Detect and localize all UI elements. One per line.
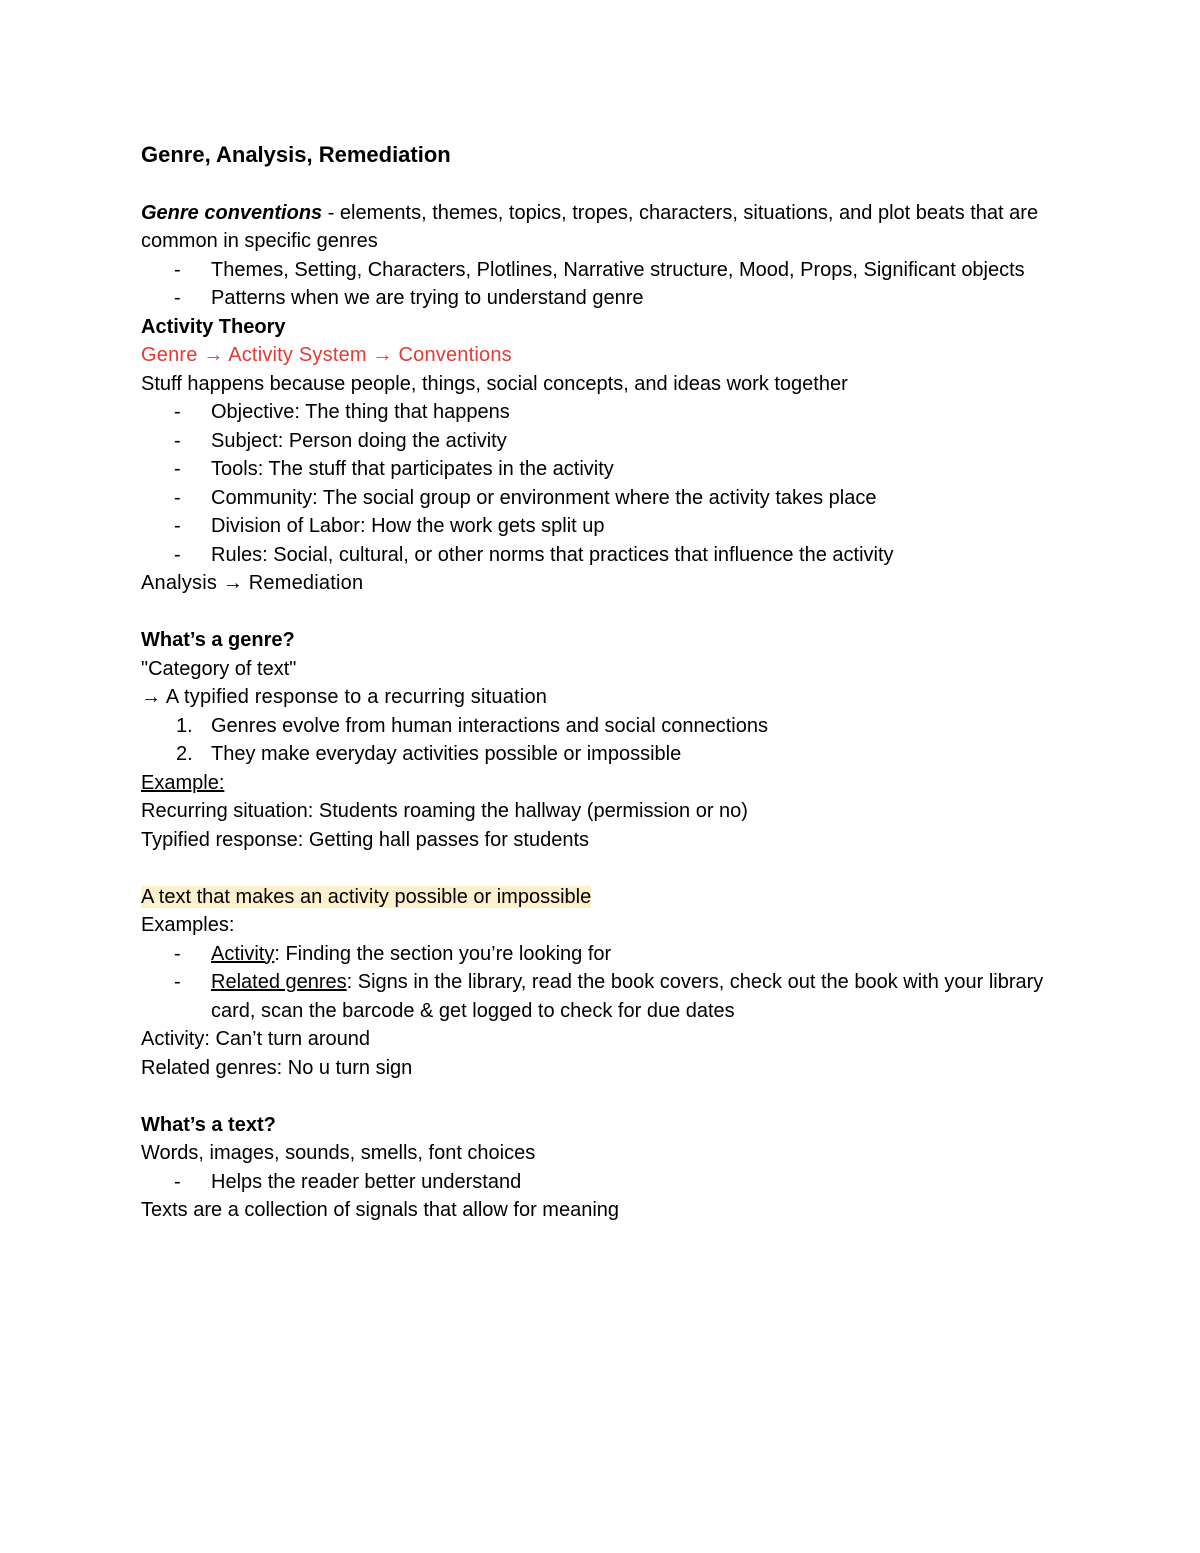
text-components: Words, images, sounds, smells, font choices xyxy=(141,1142,536,1164)
list-item-text: Rules: Social, cultural, or other norms that practices that influence the activity xyxy=(211,543,894,566)
dash-marker: - xyxy=(174,515,181,537)
dash-marker: - xyxy=(174,543,181,566)
related-genres-label: Related genres xyxy=(211,971,347,993)
number-marker: 2. xyxy=(176,743,193,765)
dash-marker: - xyxy=(174,458,181,480)
dash-marker: - xyxy=(174,401,181,423)
text-list xyxy=(141,1168,1061,1197)
recurring-situation: Recurring situation: Students roaming the hallway (permission or no) xyxy=(141,800,748,822)
list-item-text: Tools: The stuff that participates in the activity xyxy=(211,458,614,480)
list-item-text: Patterns when we are trying to understand genre xyxy=(211,287,644,309)
list-item-text: They make everyday activities possible or impossible xyxy=(211,743,682,765)
activity-label: Activity xyxy=(211,942,275,965)
list-item xyxy=(141,541,1061,570)
list-item-text: Objective: The thing that happens xyxy=(211,401,510,423)
dash-marker: - xyxy=(174,287,181,309)
dash-marker: - xyxy=(174,429,181,452)
dash-marker: - xyxy=(174,1170,181,1193)
activity-theory-intro: Stuff happens because people, things, social concepts, and ideas work together xyxy=(141,372,848,395)
list-item-text: : Finding the section you’re looking for xyxy=(274,942,612,965)
conventions-term: Genre conventions xyxy=(141,201,323,224)
activity-theory-flow: Genre → Activity System → Conventions xyxy=(141,344,512,366)
list-item xyxy=(141,398,1061,427)
list-item xyxy=(141,1168,1061,1197)
list-item-text: : Signs in the library, read the book covers, check out the book with your library card, scan the barcode & get logged to check for due dates xyxy=(211,971,1044,1022)
list-item-text: Helps the reader better understand xyxy=(211,1170,522,1193)
activity-theory-list xyxy=(141,398,1061,569)
dash-marker: - xyxy=(174,486,181,509)
list-item xyxy=(141,284,1061,313)
activity-line: Activity: Can’t turn around xyxy=(141,1028,370,1050)
typified-response: Typified response: Getting hall passes for students xyxy=(141,828,590,851)
spacer xyxy=(141,170,1061,199)
list-item xyxy=(141,968,1061,1025)
genre-quote: "Category of text" xyxy=(141,657,297,680)
examples-list xyxy=(141,940,1061,1026)
conventions-list xyxy=(141,256,1061,313)
analysis-flow: Analysis → Remediation xyxy=(141,572,364,594)
list-item xyxy=(141,712,1061,741)
list-item-text: Division of Labor: How the work gets split up xyxy=(211,515,605,537)
list-item xyxy=(141,484,1061,513)
list-item xyxy=(141,256,1061,285)
genre-numbered-list xyxy=(141,712,1061,769)
spacer xyxy=(141,598,1061,627)
list-item xyxy=(141,455,1061,484)
example-label-line xyxy=(141,769,1061,798)
highlighted-text: A text that makes an activity possible or impossible xyxy=(141,885,592,908)
spacer xyxy=(141,1082,1061,1111)
text-closing: Texts are a collection of signals that allow for meaning xyxy=(141,1199,620,1221)
dash-marker: - xyxy=(174,971,181,993)
examples-label: Examples: xyxy=(141,914,235,936)
list-item-text: Genres evolve from human interactions and social connections xyxy=(211,714,768,737)
conventions-definition xyxy=(141,199,1061,256)
dash-marker: - xyxy=(174,258,181,281)
whats-genre-heading: What’s a genre? xyxy=(141,629,295,651)
list-item xyxy=(141,740,1061,769)
list-item-text: Subject: Person doing the activity xyxy=(211,429,507,452)
activity-theory-heading: Activity Theory xyxy=(141,315,286,338)
spacer xyxy=(141,854,1061,883)
dash-marker: - xyxy=(174,942,181,965)
related-genres-line: Related genres: No u turn sign xyxy=(141,1056,413,1079)
list-item xyxy=(141,940,1061,969)
genre-response: → A typified response to a recurring situation xyxy=(141,686,548,708)
number-marker: 1. xyxy=(176,714,193,737)
document-page xyxy=(141,140,1061,1225)
document-title: Genre, Analysis, Remediation xyxy=(141,142,451,167)
list-item-text: Themes, Setting, Characters, Plotlines, Narrative structure, Mood, Props, Significant objects xyxy=(211,258,1025,281)
highlight-line xyxy=(141,883,1061,912)
list-item xyxy=(141,512,1061,541)
whats-text-heading: What’s a text? xyxy=(141,1113,276,1136)
conventions-text: - elements, themes, topics, tropes, characters, situations, and plot beats that are common in specific genres xyxy=(141,201,1039,252)
example-label: Example: xyxy=(141,771,225,794)
list-item xyxy=(141,427,1061,456)
list-item-text: Community: The social group or environment where the activity takes place xyxy=(211,486,877,509)
